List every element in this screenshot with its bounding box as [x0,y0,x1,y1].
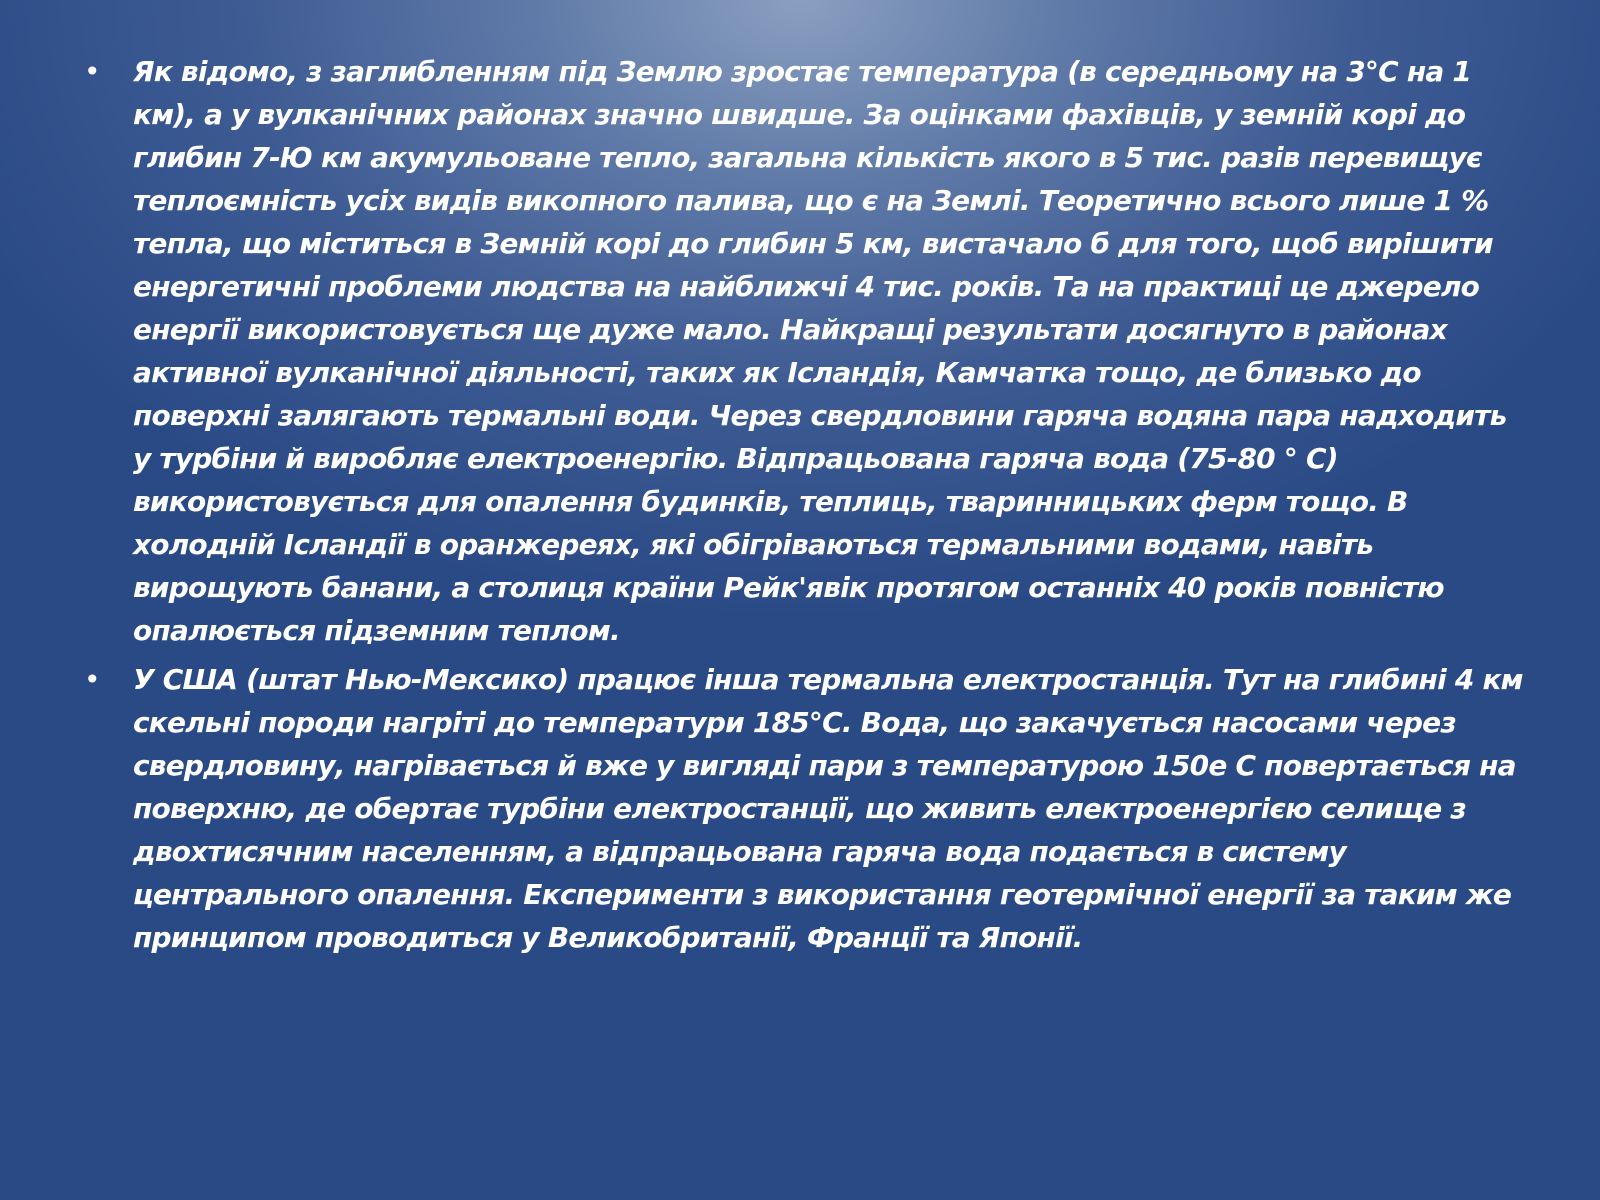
bullet-icon: • [84,663,100,696]
bullet-text: У США (штат Нью-Мексико) працює інша термальна електростанція. Тут на глибині 4 км скельні породи нагріті до температури 185°С. Вода, що закачується насосами через свердловину, нагрівається й вже у вигляді пари з температурою 150е С повертається на поверхню, де обертає турбіни електростанції, що живить електроенергією селище з двохтисячним населенням, а відпрацьована гаряча вода подається в систему центрального опалення. Експерименти з використання геотермічної енергії за таким же принципом проводиться у Великобританії, Франції та Японії. [133,663,1523,954]
bullet-list [78,50,1530,959]
slide-body [78,50,1530,965]
bullet-text: Як відомо, з заглибленням під Землю зростає температура (в середньому на 3°С на 1 км), а у вулканічних районах значно швидше. За оцінками фахівців, у земній корі до глибин 7-Ю км акумульоване тепло, загальна кількість якого в 5 тис. разів перевищує теплоємність усіх видів викопного палива, що є на Землі. Теоретично всього лише 1 % тепла, що міститься в Земній корі до глибин 5 км, вистачало б для того, щоб вирішити енергетичні проблеми людства на найближчі 4 тис. років. Та на практиці це джерело енергії використовується ще дуже мало. Найкращі результати досягнуто в районах активної вулканічної діяльності, таких як Ісландія, Камчатка тощо, де близько до поверхні залягають термальні води. Через свердловини гаряча водяна пара надходить у турбіни й виробляє електроенергію. Відпрацьована гаряча вода (75-80 ° С) використовується для опалення будинків, теплиць, тваринницьких ферм тощо. В холодній Ісландії в оранжереях, які обігріваються термальними водами, навіть вирощують банани, а столиця країни Рейк'явік протягом останніх 40 років повністю опалюється підземним теплом. [133,55,1507,647]
bullet-item [78,50,1530,652]
bullet-item [78,658,1530,959]
bullet-icon: • [84,55,100,88]
